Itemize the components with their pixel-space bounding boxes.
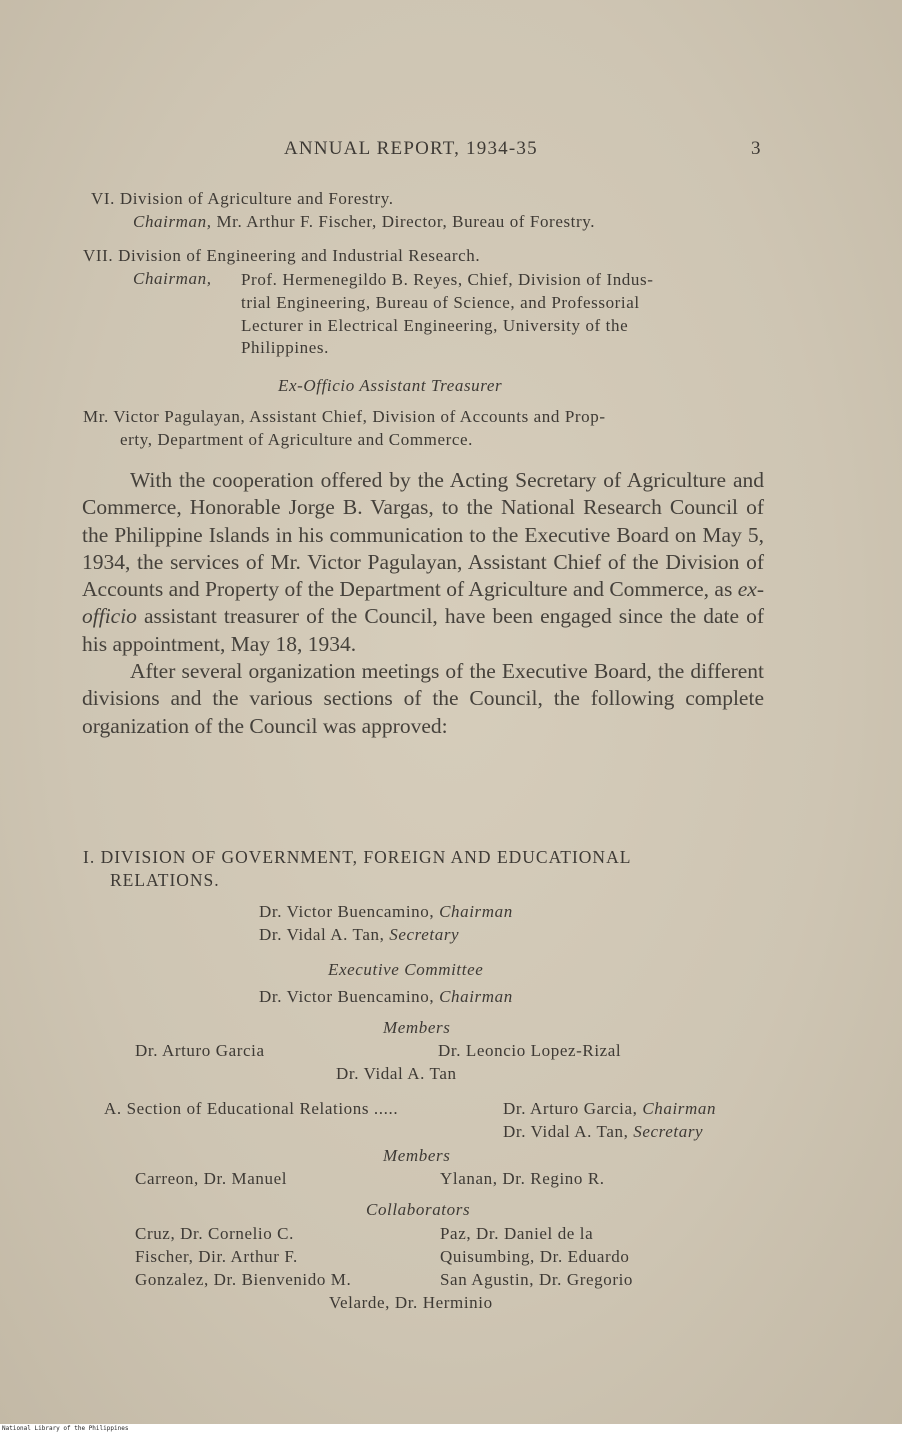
division-i-heading-cont: RELATIONS.: [110, 870, 220, 890]
division-vi-chairman: Chairman, Mr. Arthur F. Fischer, Director, Bureau of Forestry.: [133, 212, 596, 231]
section-a-label: A. Section of Educational Relations .....: [104, 1099, 399, 1118]
collaborator: Fischer, Dir. Arthur F.: [135, 1247, 298, 1266]
paragraph-cooperation: With the cooperation offered by the Acting Secretary of Agriculture and Commerce, Honorable Jorge B. Vargas, to the National Research Council of the Philippine Islands in his communication to the Executive Board on May 5, 1934, the services of Mr. Victor Pagulayan, Assistant Chief of the Division of Accounts and Property of the Department of Agriculture and Commerce, as ex-officio assistant treasurer of the Council, have been engaged since the date of his appointment, May 18, 1934.: [82, 468, 764, 656]
collaborators-heading: Collaborators: [366, 1200, 471, 1219]
division-vii-chairman-text: Prof. Hermenegildo B. Reyes, Chief, Division of Indus- trial Engineering, Bureau of Science, and Professorial Lecturer in Electrical Engineering, University of the Philippines.: [241, 270, 654, 358]
collaborator: Paz, Dr. Daniel de la: [440, 1224, 594, 1243]
division-i-secretary: Dr. Vidal A. Tan, Secretary: [259, 925, 460, 944]
page-number: 3: [751, 138, 761, 159]
division-vii-title: VII. Division of Engineering and Industrial Research.: [83, 246, 481, 265]
collaborator: Gonzalez, Dr. Bienvenido M.: [135, 1270, 352, 1289]
ex-officio-line-1: Mr. Victor Pagulayan, Assistant Chief, Division of Accounts and Prop-: [83, 407, 606, 426]
paragraph-organization: After several organization meetings of the Executive Board, the different divisions and the various sections of the Council, the following complete organization of the Council was approved:: [82, 659, 764, 738]
collaborator: Cruz, Dr. Cornelio C.: [135, 1224, 294, 1243]
collaborator: Quisumbing, Dr. Eduardo: [440, 1247, 630, 1266]
executive-committee-members-heading: Members: [383, 1018, 451, 1037]
section-a-member: Ylanan, Dr. Regino R.: [440, 1169, 605, 1188]
division-vii-chairman-label: Chairman,: [133, 269, 212, 288]
collaborator: San Agustin, Dr. Gregorio: [440, 1270, 634, 1289]
executive-committee-member: Dr. Vidal A. Tan: [336, 1064, 457, 1083]
executive-committee-heading: Executive Committee: [328, 960, 484, 979]
running-head: ANNUAL REPORT, 1934-35: [284, 138, 538, 159]
collaborator: Velarde, Dr. Herminio: [329, 1293, 493, 1312]
section-a-chairman: Dr. Arturo Garcia, Chairman: [503, 1099, 717, 1118]
executive-committee-member: Dr. Arturo Garcia: [135, 1041, 265, 1060]
section-a-members-heading: Members: [383, 1146, 451, 1165]
division-i-heading: I. DIVISION OF GOVERNMENT, FOREIGN AND EDUCATIONAL: [83, 847, 632, 867]
ex-officio-heading: Ex-Officio Assistant Treasurer: [278, 376, 503, 395]
ex-officio-line-2: erty, Department of Agriculture and Commerce.: [120, 430, 474, 449]
executive-committee-chairman: Dr. Victor Buencamino, Chairman: [259, 987, 513, 1006]
library-credit-footer: National Library of the Philippines: [0, 1424, 902, 1433]
section-a-secretary: Dr. Vidal A. Tan, Secretary: [503, 1122, 704, 1141]
section-a-member: Carreon, Dr. Manuel: [135, 1169, 288, 1188]
division-vi-title: VI. Division of Agriculture and Forestry.: [91, 189, 394, 208]
body-text: [82, 467, 764, 740]
division-i-chairman: Dr. Victor Buencamino, Chairman: [259, 902, 513, 921]
executive-committee-member: Dr. Leoncio Lopez-Rizal: [438, 1041, 622, 1060]
